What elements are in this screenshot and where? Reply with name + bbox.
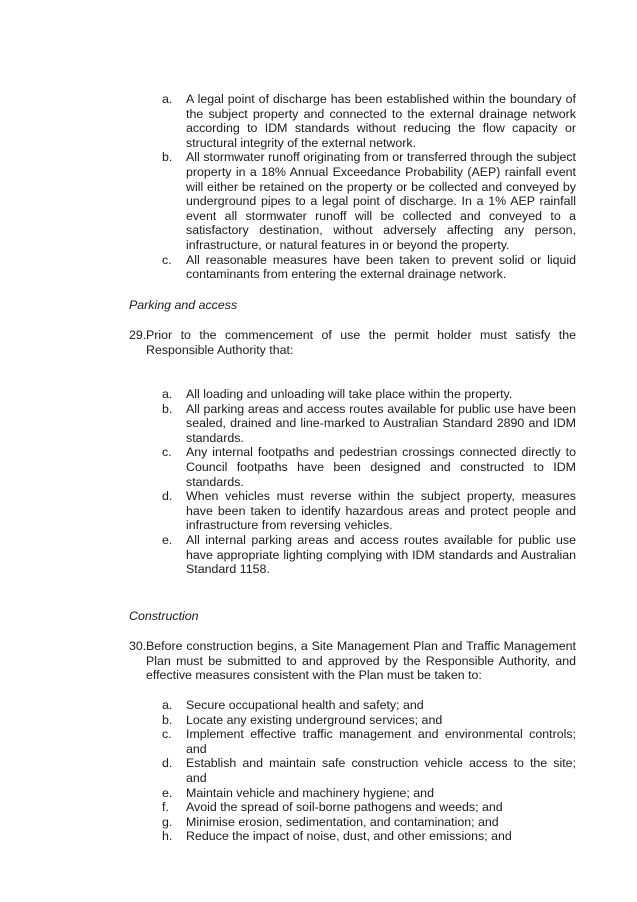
list-item xyxy=(162,489,576,533)
condition-30 xyxy=(129,639,576,683)
condition-30-sublist xyxy=(162,698,576,844)
item-text: All loading and unloading will take place within the property. xyxy=(186,387,513,401)
item-letter: h. xyxy=(162,829,173,844)
item-text: Establish and maintain safe construction vehicle access to the site; and xyxy=(186,756,576,785)
item-letter: b. xyxy=(162,712,173,727)
item-letter: c. xyxy=(162,252,172,267)
item-text: Maintain vehicle and machinery hygiene; and xyxy=(186,785,434,800)
item-text: A legal point of discharge has been established within the boundary of the subject property and connected to the external drainage network according to IDM standards without reducing the flow capacity or structural integrity of the external network. xyxy=(186,92,576,150)
condition-29 xyxy=(129,328,576,357)
list-item xyxy=(162,713,576,728)
item-letter: f. xyxy=(162,800,169,815)
item-letter: c. xyxy=(162,727,172,742)
item-text: Implement effective traffic management and environmental controls; and xyxy=(186,727,576,756)
item-text: All parking areas and access routes available for public use have been sealed, drained and line-marked to Australian Standard 2890 and IDM standards. xyxy=(186,401,576,445)
item-text: Minimise erosion, sedimentation, and contamination; and xyxy=(186,814,499,829)
list-item xyxy=(162,445,576,489)
condition-29-sublist xyxy=(162,387,576,577)
list-item xyxy=(162,800,576,815)
list-item xyxy=(162,402,576,446)
condition-number: 29. xyxy=(129,328,147,342)
heading-parking-and-access: Parking and access xyxy=(129,298,238,312)
item-letter: b. xyxy=(162,150,173,165)
item-letter: d. xyxy=(162,489,173,504)
list-item xyxy=(162,533,576,577)
list-item xyxy=(162,150,576,252)
item-letter: g. xyxy=(162,814,173,829)
list-item xyxy=(162,387,576,402)
list-item xyxy=(162,698,576,713)
item-letter: e. xyxy=(162,785,173,800)
list-item xyxy=(162,253,576,282)
item-text: Avoid the spread of soil-borne pathogens and weeds; and xyxy=(186,800,503,815)
list-item xyxy=(162,786,576,801)
item-text: All reasonable measures have been taken to prevent solid or liquid contaminants from entering the external drainage network. xyxy=(186,252,576,282)
list-item xyxy=(162,756,576,785)
item-letter: e. xyxy=(162,532,173,547)
item-letter: a. xyxy=(162,92,173,106)
item-letter: a. xyxy=(162,387,173,401)
condition-text: Prior to the commencement of use the permit holder must satisfy the Responsible Authority that: xyxy=(146,328,576,357)
item-letter: d. xyxy=(162,756,173,771)
heading-construction: Construction xyxy=(129,609,199,623)
item-text: All stormwater runoff originating from or transferred through the subject property in a 18% Annual Exceedance Probability (AEP) rainfall event will either be retained on the property or be collected and conveyed by underground pipes to a legal point of discharge. In a 1% AEP rainfall event all stormwater runoff will be collected and conveyed to a satisfactory destination, without adversely affecting any person, infrastructure, or natural features in or beyond the property. xyxy=(186,150,576,252)
list-item xyxy=(162,727,576,756)
item-text: When vehicles must reverse within the subject property, measures have been taken to identify hazardous areas and protect people and infrastructure from reversing vehicles. xyxy=(186,489,576,533)
item-text: All internal parking areas and access routes available for public use have appropriate lighting complying with IDM standards and Australian Standard 1158. xyxy=(186,532,576,577)
condition-28-sublist xyxy=(162,92,576,282)
list-item xyxy=(162,829,576,844)
list-item xyxy=(162,815,576,830)
list-item xyxy=(162,92,576,150)
item-text: Locate any existing underground services; and xyxy=(186,712,443,727)
item-text: Secure occupational health and safety; and xyxy=(186,698,424,712)
item-letter: b. xyxy=(162,401,173,416)
condition-text: Before construction begins, a Site Management Plan and Traffic Management Plan must be submitted to and approved by the Responsible Authority, and effective measures consistent with the Plan must be taken to: xyxy=(146,639,576,683)
item-text: Reduce the impact of noise, dust, and other emissions; and xyxy=(186,829,512,844)
item-letter: c. xyxy=(162,445,172,460)
condition-number: 30. xyxy=(129,639,147,653)
item-text: Any internal footpaths and pedestrian crossings connected directly to Council footpaths have been designed and constructed to IDM standards. xyxy=(186,445,576,489)
item-letter: a. xyxy=(162,698,173,712)
